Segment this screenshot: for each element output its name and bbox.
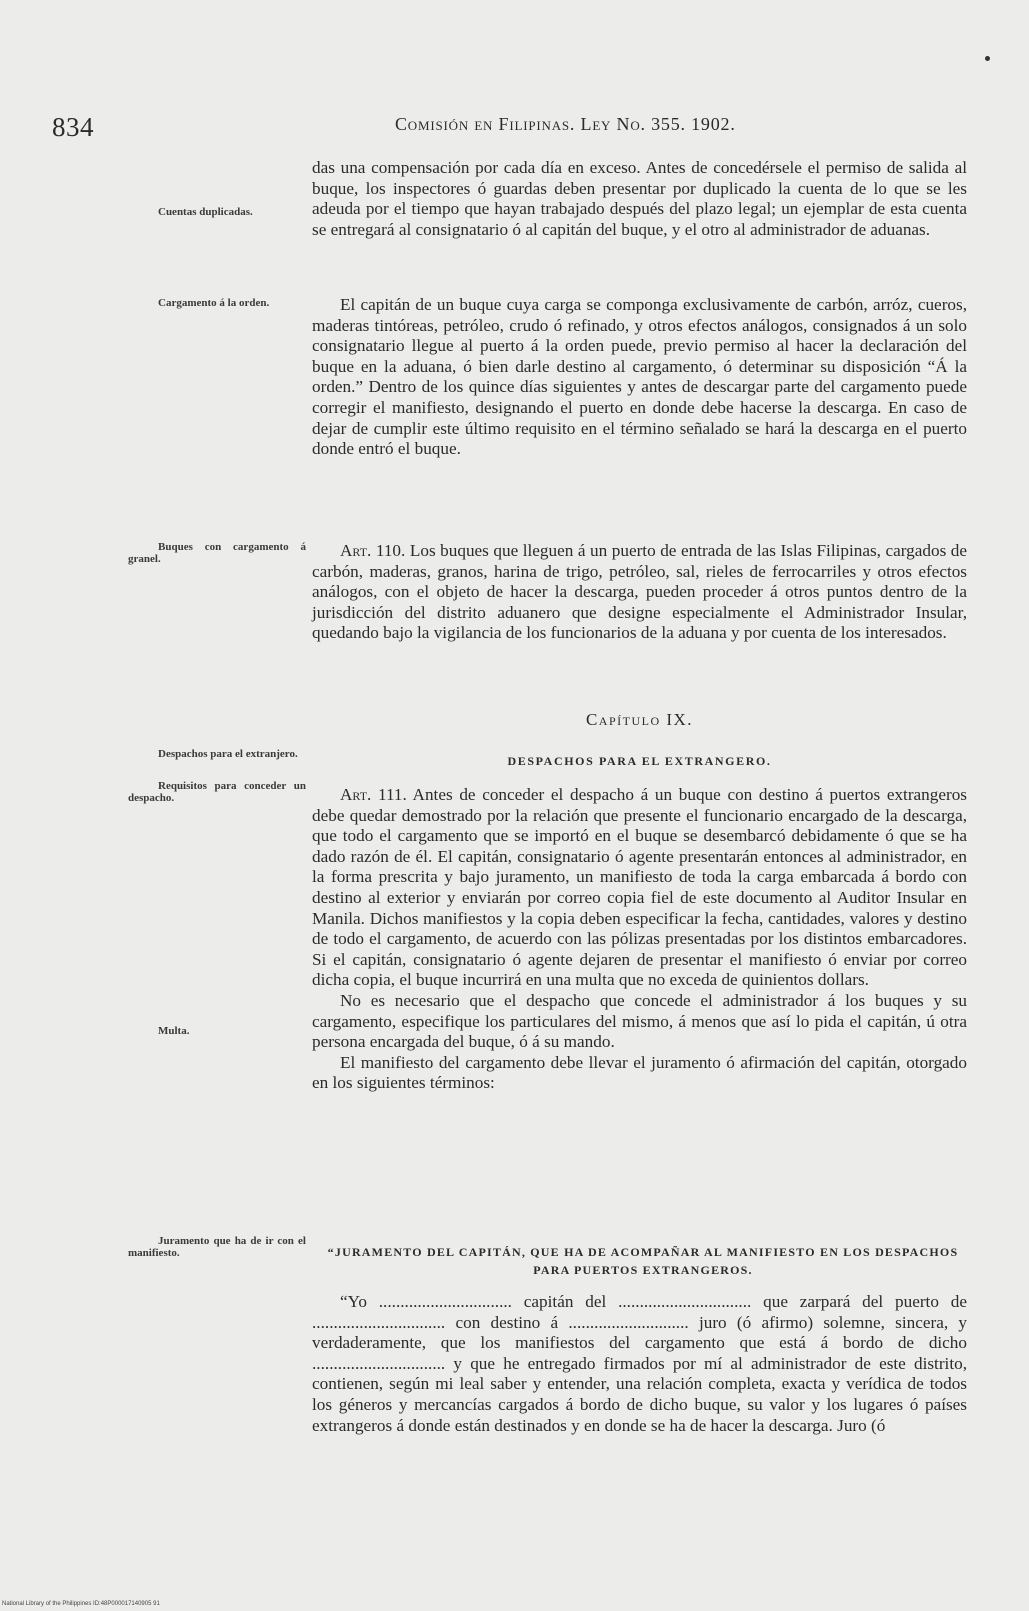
paragraph-6-text: El manifiesto del cargamento debe llevar el juramento ó afirmación del capitán, otorgado en los siguientes términos: (312, 1052, 967, 1093)
paragraph-1 (312, 158, 967, 240)
paragraph-4-text: Antes de conceder el despacho á un buque con destino á puertos extrangeros debe quedar demostrado por la relación que presente el funcionario encargado de la descarga, que todo el cargamento que se importó en el buque se desembarcó debidamente ó que se ha dado razón de él. El capitán, consignatario ó agente presentarán entonces al administrador, en la forma prescrita y bajo juramento, un manifiesto de toda la carga embarcada á bordo con destino al exterior y enviarán por correo copia fiel de este documento al Auditor Insular en Manila. Dichos manifiestos y la copia deben especificar la fecha, cantidades, valores y destino de todo el cargamento, de acuerdo con las pólizas presentadas por los distintos embarcadores. Si el capitán, consignatario ó agente dejaren de presentar el manifiesto ó enviar por correo dicha copia, el buque incurrirá en una multa que no exceda de quinientos dollars. (312, 785, 967, 990)
article-label: Art. 110. (340, 541, 406, 560)
ink-spot (985, 56, 990, 61)
scan-footer: National Library of the Philippines ID:48P000017140905 91 (2, 1601, 160, 1607)
margin-note-cuentas: Cuentas duplicadas. (158, 206, 253, 218)
paragraph-2-text: El capitán de un buque cuya carga se componga exclusivamente de carbón, arróz, cueros, maderas tintóreas, petróleo, crudo ó refinado, y otros efectos análogos, consignados á un solo consignatario llegue al puerto á la orden puede, previo permiso al hacer la declaración del buque en la aduana, ó bien darle destino al cargamento, ó determinar su disposición “Á la orden.” Dentro de los quince días siguientes y antes de descargar parte del cargamento puede corregir el manifiesto, designando el puerto en donde debe hacerse la descarga. En caso de dejar de cumplir este último requisito en el término señalado se hará la descarga en el puerto donde entró el buque. (312, 295, 967, 459)
margin-note-buques: Buques con cargamento á granel. (128, 541, 306, 565)
paragraph-art-110 (312, 541, 967, 644)
paragraph-1-text: das una compensación por cada día en exceso. Antes de concedérsele el permiso de salida al buque, los inspectores ó guardas deben presentar por duplicado la cuenta de lo que se les adeuda por el tiempo que hayan trabajado después del plazo legal; un ejemplar de esta cuenta se entregará al consignatario ó al capitán del buque, y el otro al administrador de aduanas. (312, 158, 967, 239)
page-number: 834 (52, 112, 94, 142)
chapter-subheading: DESPACHOS PARA EL EXTRANGERO. (507, 754, 772, 768)
paragraph-oath (312, 1292, 967, 1436)
margin-note-cargamento: Cargamento á la orden. (158, 297, 270, 309)
chapter-title: Capítulo IX. (585, 710, 694, 729)
paragraph-2 (312, 295, 967, 460)
paragraph-3-text: Los buques que lleguen á un puerto de entrada de las Islas Filipinas, cargados de carbón, maderas, granos, harina de trigo, petróleo, sal, rieles de ferrocarriles y otros efectos análogos, con el objeto de hacer la descarga, pueden proceder á otros puntos dentro de la jurisdicción del distrito aduanero que designe especialmente el Administrador Insular, quedando bajo la vigilancia de los funcionarios de la aduana y por cuenta de los interesados. (312, 541, 968, 643)
article-label: Art. 111. (340, 785, 407, 804)
running-title: Comisión en Filipinas. Ley No. 355. 1902. (395, 114, 736, 134)
paragraph-art-111 (312, 785, 967, 1094)
paragraph-7-text: “Yo ............................... capitán del ............................... que zarpará del puerto de ............................... con destino á ............................ juro (ó afirmo) solemne, sincera, y verdaderamente, que los manifiestos del cargamento que está á bordo de dicho ............................... y que he entregado firmados por mí al administrador de este distrito, contienen, según mi leal saber y entender, una relación completa, exacta y verídica de todos los géneros y mercancías cargados á bordo de dicho buque, su valor y los lugares ó países extrangeros á donde están destinados y en donde se ha de hacer la descarga. Juro (ó (312, 1292, 967, 1435)
paragraph-5-text: No es necesario que el despacho que concede el administrador á los buques y su cargamento, especifique los particulares del mismo, á menos que así lo pida el capitán, ú otra persona encargada del buque, ó á su mando. (312, 990, 967, 1052)
margin-note-multa: Multa. (158, 1025, 190, 1037)
margin-note-juramento: Juramento que ha de ir con el manifiesto. (128, 1235, 306, 1259)
margin-note-despachos: Despachos para el extranjero. (158, 748, 298, 760)
oath-heading: “JURAMENTO DEL CAPITÁN, QUE HA DE ACOMPAÑAR AL MANIFIESTO EN LOS DESPACHOS PARA PUERTOS EXTRANGEROS. (327, 1245, 959, 1277)
margin-note-requisitos: Requisitos para conceder un despacho. (128, 780, 306, 804)
